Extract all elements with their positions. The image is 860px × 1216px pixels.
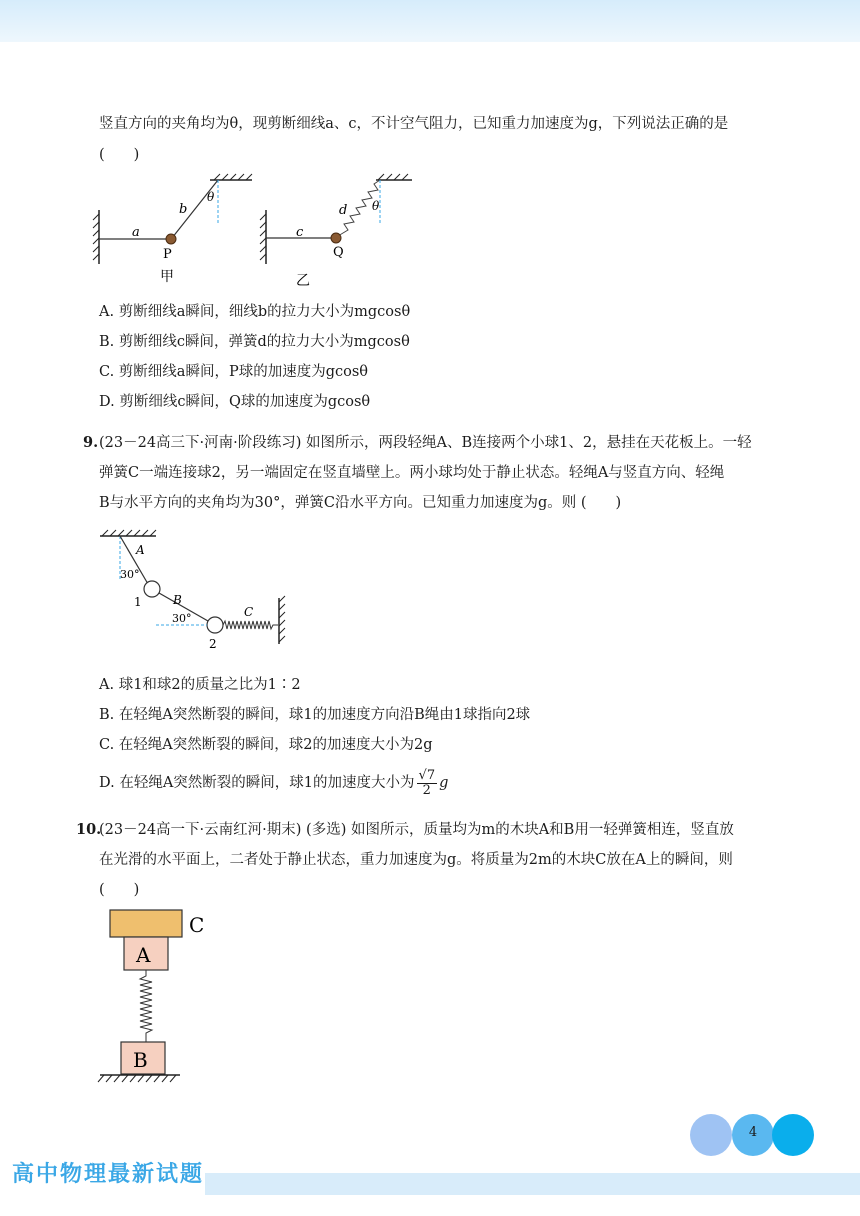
q9-option-d-prefix: D. 在轻绳A突然断裂的瞬间，球1的加速度大小为: [99, 775, 415, 791]
page-circle-decoration-3: [772, 1114, 814, 1156]
q9-label-ball1: 1: [134, 595, 142, 609]
q9-line1: (23－24高三下·河南·阶段练习) 如图所示，两段轻绳A、B连接两个小球1、2，悬挂在天花板上。一轻: [99, 435, 752, 451]
q10-label-a: A: [136, 943, 151, 967]
q8-label-theta2: θ: [372, 199, 380, 213]
q9-option-a: A. 球1和球2的质量之比为1∶2: [99, 677, 301, 693]
q8-option-c: C. 剪断细线a瞬间，P球的加速度为gcosθ: [99, 364, 368, 380]
q10-label-b: B: [133, 1048, 148, 1072]
q8-label-c: c: [296, 225, 304, 240]
fraction-denominator: 2: [422, 782, 431, 798]
q10-line1: (23－24高一下·云南红河·期末) (多选) 如图所示，质量均为m的木块A和B用一轻弹簧相连，竖直放: [99, 822, 734, 838]
q9-label-c: C: [244, 605, 254, 619]
q9-option-c: C. 在轻绳A突然断裂的瞬间，球2的加速度大小为2g: [99, 737, 433, 753]
q9-label-angle2: 30°: [172, 612, 192, 625]
footer-band: [205, 1173, 860, 1195]
q9-label-b: B: [173, 593, 182, 607]
q8-label-d: d: [339, 203, 348, 218]
q8-option-a: A. 剪断细线a瞬间，细线b的拉力大小为mgcosθ: [99, 304, 411, 320]
q10-number: 10.: [76, 821, 102, 838]
page-circle-number: [732, 1114, 774, 1156]
q9-number: 9.: [83, 434, 99, 451]
q8-stem-line1: 竖直方向的夹角均为θ，现剪断细线a、c，不计空气阻力，已知重力加速度为g，下列说法正确的是: [99, 116, 729, 132]
q8-label-b: b: [179, 202, 188, 217]
footer-title: 高中物理最新试题: [12, 1162, 205, 1187]
q8-label-a: a: [132, 225, 140, 240]
q9-option-d-suffix: g: [439, 775, 449, 791]
q9-option-b: B. 在轻绳A突然断裂的瞬间，球1的加速度方向沿B绳由1球指向2球: [99, 707, 531, 723]
q8-option-b: B. 剪断细线c瞬间，弹簧d的拉力大小为mgcosθ: [99, 334, 410, 350]
q10-figure: [94, 904, 224, 1088]
q8-option-d: D. 剪断细线c瞬间，Q球的加速度为gcosθ: [99, 394, 371, 410]
page-number: 4: [748, 1125, 758, 1140]
q8-figure: [90, 168, 430, 288]
q8-label-p: P: [163, 247, 172, 262]
q9-line2: 弹簧C一端连接球2，另一端固定在竖直墙壁上。两小球均处于静止状态。轻绳A与竖直方向、轻绳: [99, 465, 725, 481]
q9-option-d-fraction: [417, 769, 438, 798]
q8-bracket: ( ): [99, 147, 140, 163]
header-band: [0, 0, 860, 42]
q9-figure: [94, 522, 304, 654]
fraction-numerator: √7: [418, 767, 436, 783]
q8-label-yi: 乙: [296, 273, 310, 288]
q9-label-a: A: [136, 543, 145, 557]
q10-bracket: ( ): [99, 882, 140, 898]
q10-label-c: C: [189, 913, 205, 937]
q8-label-theta1: θ: [207, 190, 215, 204]
q8-label-jia: 甲: [160, 269, 174, 285]
q9-label-angle1: 30°: [120, 568, 140, 581]
q9-line3: B与水平方向的夹角均为30°，弹簧C沿水平方向。已知重力加速度为g。则 ( ): [99, 495, 622, 511]
q10-line2: 在光滑的水平面上，二者处于静止状态，重力加速度为g。将质量为2m的木块C放在A上的瞬间，则: [99, 852, 733, 868]
page-circle-decoration-1: [690, 1114, 732, 1156]
q9-option-d: [99, 765, 448, 801]
q9-label-ball2: 2: [209, 637, 217, 651]
q8-label-q: Q: [333, 245, 344, 260]
